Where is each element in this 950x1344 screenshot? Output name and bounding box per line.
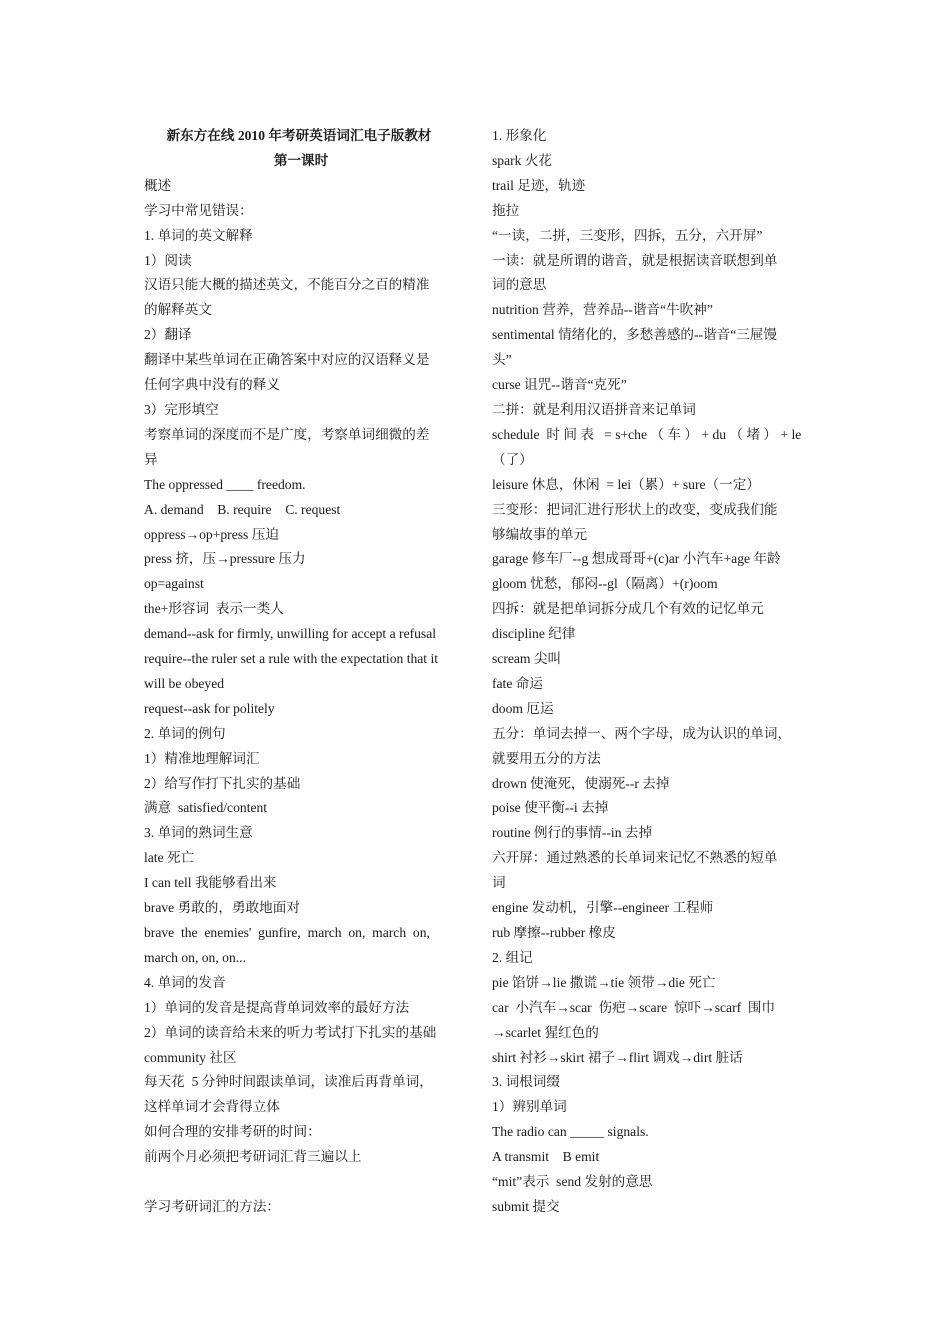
right-column-text-line: 六开屏：通过熟悉的长单词来记忆不熟悉的短单 — [492, 850, 778, 866]
left-column-text-line: demand--ask for firmly, unwilling for accept a refusal — [144, 626, 437, 642]
right-column-text-line: spark 火花 — [492, 152, 553, 168]
right-column-text-line: 三变形：把词汇进行形状上的改变，变成我们能 — [492, 501, 778, 517]
left-column-text-line: 每天花 5 分钟时间跟读单词，读准后再背单词， — [144, 1074, 433, 1090]
left-column-text-line: 学习考研词汇的方法： — [144, 1198, 280, 1214]
left-column-text-line: op=against — [144, 576, 204, 592]
left-column-text-line: 1）阅读 — [144, 252, 192, 268]
left-column-text-line: 2. 单词的例句 — [144, 725, 226, 741]
left-column-text-line: 学习中常见错误： — [144, 202, 253, 218]
right-column-text-line: car 小汽车→scar 伤疤→scare 惊吓→scarf 围巾 — [492, 999, 776, 1015]
left-column-text-line: 任何字典中没有的释义 — [144, 377, 280, 393]
right-column-text-line: discipline 纪律 — [492, 626, 576, 642]
left-column-text-line: 汉语只能大概的描述英文，不能百分之百的精准 — [144, 277, 430, 293]
left-column-text-line: 3. 单词的熟词生意 — [144, 825, 253, 841]
left-column-text-line: 异 — [144, 451, 158, 467]
left-column — [144, 124, 458, 1220]
left-column-text-line: 的解释英文 — [144, 302, 212, 318]
right-column-text-line: 五分：单词去掉一、两个字母，成为认识的单词， — [492, 725, 792, 741]
left-column-text-line: 1）单词的发音是提高背单词效率的最好方法 — [144, 999, 410, 1015]
left-column-text-line: oppress→op+press 压迫 — [144, 526, 279, 542]
right-column-text-line: drown 使淹死，使溺死--r 去掉 — [492, 775, 670, 791]
right-column-text-line: “一读，二拼，三变形，四拆，五分，六开屏” — [492, 227, 763, 243]
right-column-text-line: doom 厄运 — [492, 700, 554, 716]
right-column-text-line: poise 使平衡--i 去掉 — [492, 800, 609, 816]
right-column-text-line: 2. 组记 — [492, 949, 533, 965]
right-column-text-line: curse 诅咒--谐音“克死” — [492, 377, 627, 393]
right-column-text-line: trail 足迹，轨迹 — [492, 177, 586, 193]
right-column-text-line: “mit”表示 send 发射的意思 — [492, 1174, 653, 1190]
right-column-text-line: engine 发动机，引擎--engineer 工程师 — [492, 900, 714, 916]
left-column-text-line: A. demand B. require C. request — [144, 501, 341, 517]
right-column-text-line: nutrition 营养，营养品--谐音“牛吹神” — [492, 302, 713, 318]
right-column-text-line: 够编故事的单元 — [492, 526, 588, 542]
right-column-text-line: 头” — [492, 352, 512, 368]
left-column-body — [144, 174, 458, 1220]
left-column-text-line: will be obeyed — [144, 675, 225, 691]
right-column-text-line: pie 馅饼→lie 撒谎→tie 领带→die 死亡 — [492, 974, 716, 990]
left-column-text-line: 1）精准地理解词汇 — [144, 750, 260, 766]
right-column-text-line: leisure 休息，休闲 = lei（累）+ sure（一定） — [492, 476, 760, 492]
left-column-text-line: 3）完形填空 — [144, 401, 219, 417]
left-column-text-line: late 死亡 — [144, 850, 195, 866]
left-column-text-line: 4. 单词的发音 — [144, 974, 226, 990]
left-column-text-line: press 挤，压→pressure 压力 — [144, 551, 306, 567]
right-column-text-line: gloom 忧愁，郁闷--gl（隔离）+(r)oom — [492, 576, 718, 592]
left-column-text-line: brave the enemies' gunfire, march on, march on, — [144, 925, 430, 940]
right-column-text-line: 1. 形象化 — [492, 128, 547, 143]
left-column-text-line: 2）给写作打下扎实的基础 — [144, 775, 301, 791]
left-column-text-line: 概述 — [144, 177, 172, 193]
right-column-text-line: schedule 时 间 表 = s+che （ 车 ） + du （ 堵 ） + le — [492, 426, 802, 442]
lesson-subtitle: 第一课时 — [273, 152, 329, 168]
left-column-text-line: request--ask for politely — [144, 700, 275, 716]
right-column-text-line: 就要用五分的方法 — [492, 750, 601, 766]
right-column-text-line: 二拼：就是利用汉语拼音来记单词 — [492, 401, 696, 417]
right-column — [492, 124, 814, 1220]
right-column-text-line: shirt 衬衫→skirt 裙子→flirt 调戏→dirt 脏话 — [492, 1049, 743, 1065]
left-column-text-line: 1. 单词的英文解释 — [144, 227, 253, 243]
left-column-text-line: 翻译中某些单词在正确答案中对应的汉语释义是 — [144, 352, 430, 368]
left-column-text-line: brave 勇敢的，勇敢地面对 — [144, 900, 300, 916]
right-column-text-line: rub 摩擦--rubber 橡皮 — [492, 925, 616, 940]
right-column-text-line: 拖拉 — [492, 202, 520, 218]
left-column-text-line: march on, on, on... — [144, 949, 246, 965]
right-column-text-line: 词的意思 — [492, 277, 547, 293]
right-column-text-line: 1）辨别单词 — [492, 1099, 567, 1115]
left-column-text-line: the+形容词 表示一类人 — [144, 601, 284, 617]
left-column-text-line: 前两个月必须把考研词汇背三遍以上 — [144, 1149, 362, 1165]
left-column-text-line: require--the ruler set a rule with the expectation that it — [144, 651, 439, 667]
left-column-text-line: I can tell 我能够看出来 — [144, 875, 277, 891]
left-column-text-line: 这样单词才会背得立体 — [144, 1099, 280, 1115]
left-column-text-line: 2）单词的读音给未来的听力考试打下扎实的基础 — [144, 1024, 437, 1040]
right-column-text-line: 一读：就是所谓的谐音，就是根据读音联想到单 — [492, 252, 778, 268]
left-column-text-line — [144, 1170, 458, 1195]
right-column-text-line: fate 命运 — [492, 675, 543, 691]
right-column-text-line: sentimental 情绪化的，多愁善感的--谐音“三屉馒 — [492, 327, 778, 343]
left-column-text-line: The oppressed ____ freedom. — [144, 476, 306, 492]
right-column-text-line: 3. 词根词缀 — [492, 1074, 560, 1090]
left-column-text-line: 考察单词的深度而不是广度，考察单词细微的差 — [144, 426, 430, 442]
right-column-text-line: 四拆：就是把单词拆分成几个有效的记忆单元 — [492, 601, 764, 617]
left-column-text-line: community 社区 — [144, 1049, 237, 1065]
right-column-body — [492, 124, 814, 1220]
left-column-text-line: 如何合理的安排考研的时间： — [144, 1124, 321, 1140]
right-column-text-line: 词 — [492, 875, 506, 891]
right-column-text-line: →scarlet 猩红色的 — [492, 1024, 599, 1040]
left-column-text-line: 2）翻译 — [144, 327, 192, 343]
right-column-text-line: The radio can _____ signals. — [492, 1124, 649, 1140]
right-column-text-line: A transmit B emit — [492, 1149, 600, 1165]
document-title: 新东方在线 2010 年考研英语词汇电子版教材 — [166, 128, 432, 143]
right-column-text-line: garage 修车厂--g 想成哥哥+(c)ar 小汽车+age 年龄 — [492, 551, 781, 567]
left-column-text-line: 满意 satisfied/content — [144, 800, 268, 816]
right-column-text-line: submit 提交 — [492, 1198, 560, 1214]
right-column-text-line: routine 例行的事情--in 去掉 — [492, 825, 653, 841]
right-column-text-line: （了） — [492, 451, 533, 467]
right-column-text-line: scream 尖叫 — [492, 651, 562, 667]
